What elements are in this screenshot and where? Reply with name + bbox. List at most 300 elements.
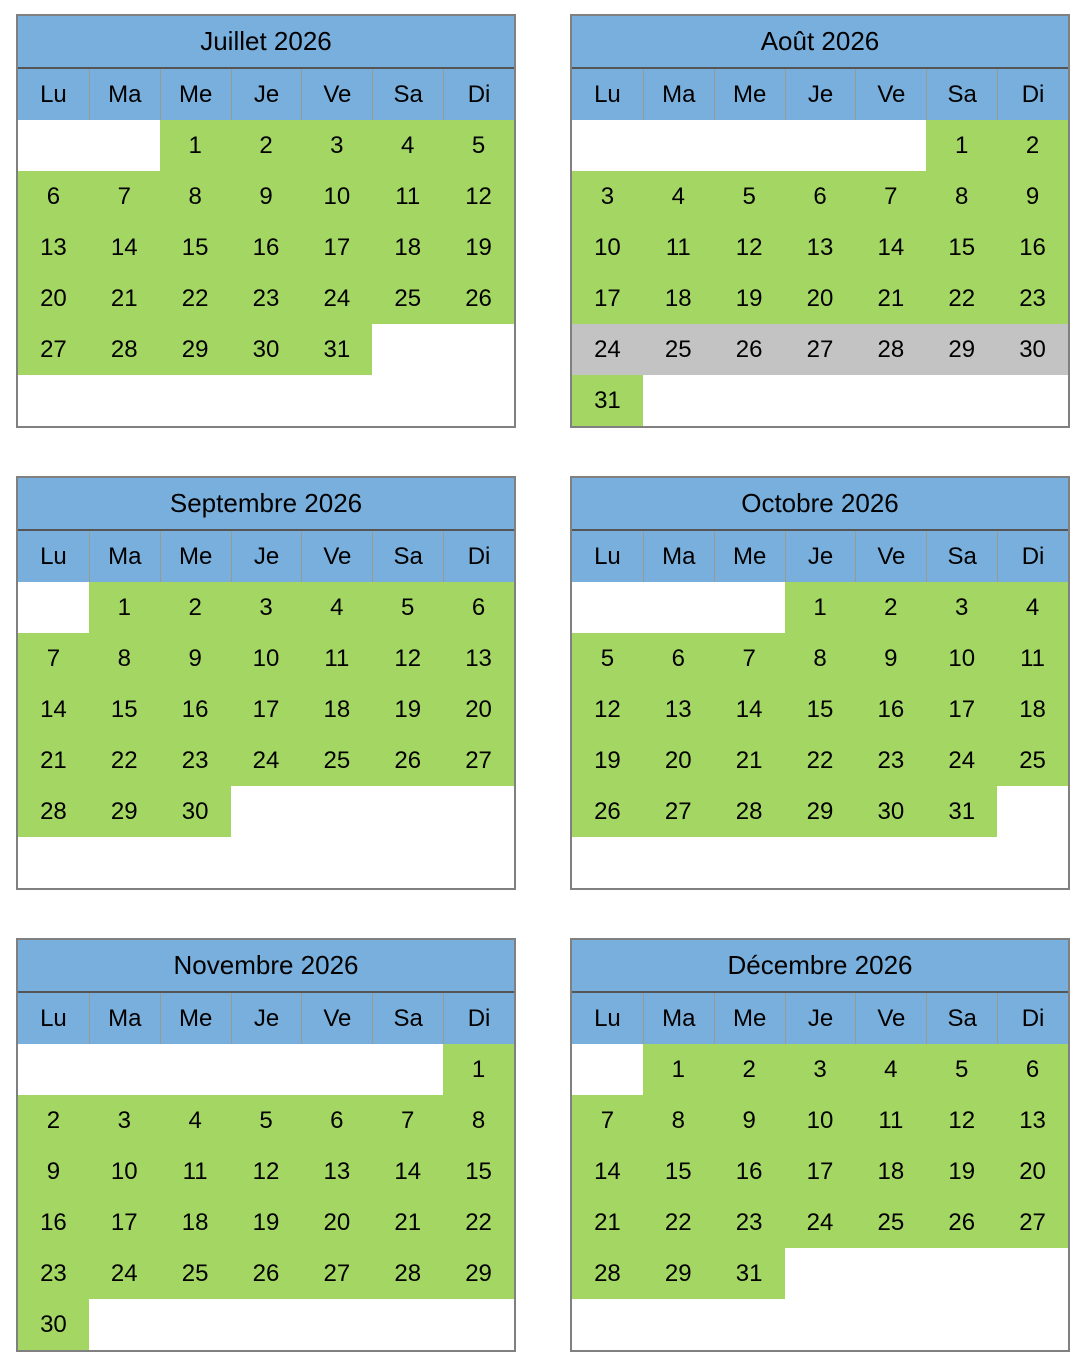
day-cell: 2 — [997, 120, 1068, 171]
day-cell: 27 — [643, 786, 714, 837]
day-cell: 11 — [160, 1146, 231, 1197]
day-cell: 19 — [572, 735, 643, 786]
week-row — [18, 1299, 514, 1350]
day-cell: 13 — [997, 1095, 1068, 1146]
empty-day-cell — [997, 837, 1068, 888]
day-cell: 31 — [301, 324, 372, 375]
day-cell: 19 — [714, 273, 785, 324]
month-calendar — [570, 938, 1070, 1352]
empty-day-cell — [926, 375, 997, 426]
day-cell: 25 — [160, 1248, 231, 1299]
weekday-label: Lu — [594, 1004, 621, 1032]
day-cell: 28 — [89, 324, 160, 375]
day-cell: 4 — [372, 120, 443, 171]
week-row — [18, 633, 514, 684]
empty-day-cell — [714, 1299, 785, 1350]
day-cell: 20 — [997, 1146, 1068, 1197]
day-cell: 20 — [301, 1197, 372, 1248]
weekday-label: Me — [160, 69, 231, 120]
empty-day-cell — [231, 1044, 302, 1095]
day-cell: 29 — [160, 324, 231, 375]
day-cell: 2 — [714, 1044, 785, 1095]
month-calendar — [16, 476, 516, 890]
day-cell: 23 — [855, 735, 926, 786]
day-cell: 7 — [572, 1095, 643, 1146]
weekday-label: Sa — [926, 993, 997, 1044]
week-row — [18, 120, 514, 171]
weekday-header-row — [18, 993, 514, 1044]
day-cell: 26 — [372, 735, 443, 786]
day-cell: 9 — [231, 171, 302, 222]
empty-day-cell — [89, 837, 160, 888]
empty-day-cell — [643, 582, 714, 633]
empty-day-cell — [372, 1299, 443, 1350]
month-title: Novembre 2026 — [18, 940, 514, 993]
day-cell: 23 — [160, 735, 231, 786]
empty-day-cell — [855, 837, 926, 888]
empty-day-cell — [714, 120, 785, 171]
day-cell: 20 — [643, 735, 714, 786]
week-row — [18, 375, 514, 426]
weekday-label: Je — [785, 69, 856, 120]
day-cell: 2 — [18, 1095, 89, 1146]
week-row — [18, 735, 514, 786]
day-cell: 14 — [372, 1146, 443, 1197]
weekday-header-row — [572, 993, 1068, 1044]
empty-day-cell — [926, 1248, 997, 1299]
week-row — [18, 1095, 514, 1146]
empty-day-cell — [301, 375, 372, 426]
day-cell: 29 — [643, 1248, 714, 1299]
empty-day-cell — [443, 324, 514, 375]
day-cell: 10 — [785, 1095, 856, 1146]
weekday-label: Lu — [594, 80, 621, 108]
day-cell: 8 — [89, 633, 160, 684]
day-cell: 6 — [443, 582, 514, 633]
day-cell: 31 — [926, 786, 997, 837]
day-cell: 17 — [301, 222, 372, 273]
empty-day-cell — [997, 1248, 1068, 1299]
weekday-label: Ve — [301, 531, 372, 582]
day-cell: 18 — [372, 222, 443, 273]
empty-day-cell — [18, 837, 89, 888]
day-cell: 28 — [372, 1248, 443, 1299]
empty-day-cell — [997, 786, 1068, 837]
day-cell: 7 — [89, 171, 160, 222]
day-cell: 19 — [231, 1197, 302, 1248]
day-cell: 15 — [443, 1146, 514, 1197]
day-cell: 30 — [18, 1299, 89, 1350]
day-cell: 26 — [231, 1248, 302, 1299]
day-cell: 29 — [926, 324, 997, 375]
month-calendar — [16, 14, 516, 428]
day-cell: 18 — [643, 273, 714, 324]
day-cell: 4 — [643, 171, 714, 222]
weekday-label: Lu — [40, 1004, 67, 1032]
day-cell: 30 — [855, 786, 926, 837]
day-cell: 9 — [855, 633, 926, 684]
day-cell: 13 — [18, 222, 89, 273]
weekday-label: Sa — [372, 69, 443, 120]
day-cell: 20 — [443, 684, 514, 735]
week-row — [572, 684, 1068, 735]
day-cell: 28 — [18, 786, 89, 837]
empty-day-cell — [231, 1299, 302, 1350]
weekday-label: Sa — [926, 531, 997, 582]
month-title: Août 2026 — [572, 16, 1068, 69]
day-cell: 7 — [714, 633, 785, 684]
day-cell: 27 — [997, 1197, 1068, 1248]
week-row — [572, 837, 1068, 888]
empty-day-cell — [231, 375, 302, 426]
week-row — [18, 171, 514, 222]
empty-day-cell — [372, 324, 443, 375]
day-cell: 1 — [89, 582, 160, 633]
empty-day-cell — [372, 1044, 443, 1095]
weekday-label: Je — [231, 69, 302, 120]
week-row — [572, 735, 1068, 786]
day-cell: 31 — [572, 375, 643, 426]
day-cell: 16 — [231, 222, 302, 273]
day-cell: 1 — [443, 1044, 514, 1095]
weekday-header-row — [18, 531, 514, 582]
empty-day-cell — [372, 375, 443, 426]
empty-day-cell — [785, 120, 856, 171]
empty-day-cell — [372, 837, 443, 888]
day-cell: 10 — [89, 1146, 160, 1197]
weekday-label: Je — [785, 531, 856, 582]
day-cell: 8 — [785, 633, 856, 684]
weekday-label: Di — [997, 69, 1068, 120]
day-cell: 23 — [18, 1248, 89, 1299]
weekday-label: Lu — [40, 80, 67, 108]
empty-day-cell — [443, 837, 514, 888]
day-cell: 1 — [926, 120, 997, 171]
day-cell: 25 — [372, 273, 443, 324]
weekday-label: Lu — [594, 542, 621, 570]
week-row — [572, 786, 1068, 837]
day-cell: 1 — [785, 582, 856, 633]
empty-day-cell — [997, 1299, 1068, 1350]
empty-day-cell — [301, 837, 372, 888]
day-cell: 21 — [572, 1197, 643, 1248]
day-cell: 4 — [160, 1095, 231, 1146]
weekday-label: Ma — [89, 531, 160, 582]
day-cell: 23 — [997, 273, 1068, 324]
empty-day-cell — [160, 837, 231, 888]
empty-day-cell — [18, 582, 89, 633]
weekday-label: Ma — [89, 69, 160, 120]
day-cell: 26 — [714, 324, 785, 375]
month-title: Juillet 2026 — [18, 16, 514, 69]
weekday-label: Ma — [643, 69, 714, 120]
day-cell: 22 — [89, 735, 160, 786]
weekday-label: Me — [714, 69, 785, 120]
empty-day-cell — [643, 120, 714, 171]
week-row — [18, 324, 514, 375]
day-cell: 6 — [301, 1095, 372, 1146]
day-cell: 3 — [926, 582, 997, 633]
month-calendar — [570, 476, 1070, 890]
day-cell: 25 — [643, 324, 714, 375]
day-cell: 8 — [643, 1095, 714, 1146]
empty-day-cell — [785, 375, 856, 426]
day-cell: 27 — [18, 324, 89, 375]
day-cell: 16 — [997, 222, 1068, 273]
weekday-label: Di — [443, 531, 514, 582]
day-cell: 29 — [443, 1248, 514, 1299]
day-cell: 4 — [301, 582, 372, 633]
day-cell: 14 — [18, 684, 89, 735]
day-cell: 22 — [643, 1197, 714, 1248]
day-cell: 12 — [714, 222, 785, 273]
day-cell: 5 — [372, 582, 443, 633]
day-cell: 11 — [301, 633, 372, 684]
day-cell: 15 — [89, 684, 160, 735]
day-cell: 15 — [160, 222, 231, 273]
day-cell: 9 — [160, 633, 231, 684]
weekday-label: Je — [785, 993, 856, 1044]
empty-day-cell — [89, 1299, 160, 1350]
weekday-label: Me — [714, 993, 785, 1044]
day-cell: 25 — [855, 1197, 926, 1248]
day-cell: 2 — [855, 582, 926, 633]
day-cell: 6 — [643, 633, 714, 684]
day-cell: 8 — [160, 171, 231, 222]
week-row — [572, 1146, 1068, 1197]
week-row — [18, 1146, 514, 1197]
day-cell: 3 — [231, 582, 302, 633]
empty-day-cell — [89, 120, 160, 171]
week-row — [572, 633, 1068, 684]
empty-day-cell — [572, 837, 643, 888]
empty-day-cell — [643, 1299, 714, 1350]
day-cell: 8 — [926, 171, 997, 222]
day-cell: 22 — [785, 735, 856, 786]
day-cell: 18 — [855, 1146, 926, 1197]
week-row — [572, 324, 1068, 375]
day-cell: 31 — [714, 1248, 785, 1299]
day-cell: 17 — [572, 273, 643, 324]
weekday-label: Me — [160, 531, 231, 582]
day-cell: 23 — [714, 1197, 785, 1248]
day-cell: 6 — [785, 171, 856, 222]
day-cell: 11 — [855, 1095, 926, 1146]
empty-day-cell — [785, 1299, 856, 1350]
day-cell: 7 — [18, 633, 89, 684]
day-cell: 24 — [572, 324, 643, 375]
day-cell: 20 — [18, 273, 89, 324]
empty-day-cell — [572, 120, 643, 171]
day-cell: 7 — [372, 1095, 443, 1146]
day-cell: 20 — [785, 273, 856, 324]
week-row — [18, 684, 514, 735]
month-calendar — [16, 938, 516, 1352]
day-cell: 5 — [443, 120, 514, 171]
empty-day-cell — [855, 375, 926, 426]
week-row — [572, 1248, 1068, 1299]
week-row — [572, 273, 1068, 324]
day-cell: 21 — [372, 1197, 443, 1248]
day-cell: 28 — [855, 324, 926, 375]
day-cell: 4 — [855, 1044, 926, 1095]
day-cell: 28 — [714, 786, 785, 837]
empty-day-cell — [572, 582, 643, 633]
weekday-label: Je — [231, 993, 302, 1044]
day-cell: 13 — [643, 684, 714, 735]
weekday-label: Di — [443, 993, 514, 1044]
day-cell: 3 — [785, 1044, 856, 1095]
day-cell: 27 — [785, 324, 856, 375]
day-cell: 27 — [443, 735, 514, 786]
day-cell: 13 — [301, 1146, 372, 1197]
day-cell: 12 — [572, 684, 643, 735]
weekday-label: Lu — [40, 542, 67, 570]
week-row — [572, 1095, 1068, 1146]
week-row — [18, 222, 514, 273]
day-cell: 30 — [997, 324, 1068, 375]
empty-day-cell — [18, 1044, 89, 1095]
empty-day-cell — [160, 1044, 231, 1095]
day-cell: 10 — [301, 171, 372, 222]
day-cell: 15 — [785, 684, 856, 735]
day-cell: 9 — [714, 1095, 785, 1146]
week-row — [18, 582, 514, 633]
day-cell: 21 — [855, 273, 926, 324]
weekday-label: Di — [997, 531, 1068, 582]
empty-day-cell — [443, 1299, 514, 1350]
day-cell: 6 — [997, 1044, 1068, 1095]
month-calendar — [570, 14, 1070, 428]
day-cell: 18 — [301, 684, 372, 735]
day-cell: 14 — [714, 684, 785, 735]
day-cell: 19 — [443, 222, 514, 273]
day-cell: 18 — [160, 1197, 231, 1248]
empty-day-cell — [89, 1044, 160, 1095]
day-cell: 17 — [89, 1197, 160, 1248]
empty-day-cell — [714, 582, 785, 633]
day-cell: 1 — [643, 1044, 714, 1095]
day-cell: 16 — [160, 684, 231, 735]
day-cell: 19 — [372, 684, 443, 735]
day-cell: 2 — [160, 582, 231, 633]
empty-day-cell — [443, 786, 514, 837]
day-cell: 26 — [443, 273, 514, 324]
day-cell: 29 — [785, 786, 856, 837]
empty-day-cell — [572, 1044, 643, 1095]
day-cell: 5 — [231, 1095, 302, 1146]
day-cell: 16 — [855, 684, 926, 735]
empty-day-cell — [18, 120, 89, 171]
day-cell: 17 — [926, 684, 997, 735]
empty-day-cell — [89, 375, 160, 426]
empty-day-cell — [926, 1299, 997, 1350]
weekday-label: Di — [997, 993, 1068, 1044]
day-cell: 3 — [572, 171, 643, 222]
week-row — [18, 1248, 514, 1299]
empty-day-cell — [160, 375, 231, 426]
week-row — [572, 120, 1068, 171]
day-cell: 27 — [301, 1248, 372, 1299]
day-cell: 12 — [231, 1146, 302, 1197]
empty-day-cell — [855, 120, 926, 171]
weekday-label: Ve — [855, 993, 926, 1044]
weekday-label: Ma — [643, 531, 714, 582]
weekday-label: Ve — [855, 531, 926, 582]
day-cell: 15 — [926, 222, 997, 273]
weekday-header-row — [572, 531, 1068, 582]
day-cell: 1 — [160, 120, 231, 171]
day-cell: 22 — [926, 273, 997, 324]
empty-day-cell — [18, 375, 89, 426]
week-row — [572, 582, 1068, 633]
day-cell: 11 — [643, 222, 714, 273]
day-cell: 5 — [926, 1044, 997, 1095]
empty-day-cell — [301, 1044, 372, 1095]
week-row — [18, 1197, 514, 1248]
day-cell: 5 — [572, 633, 643, 684]
weekday-label: Ve — [301, 993, 372, 1044]
day-cell: 16 — [714, 1146, 785, 1197]
weekday-label: Ve — [301, 69, 372, 120]
day-cell: 24 — [926, 735, 997, 786]
week-row — [18, 837, 514, 888]
day-cell: 26 — [572, 786, 643, 837]
day-cell: 2 — [231, 120, 302, 171]
day-cell: 25 — [997, 735, 1068, 786]
day-cell: 12 — [443, 171, 514, 222]
day-cell: 6 — [18, 171, 89, 222]
day-cell: 15 — [643, 1146, 714, 1197]
empty-day-cell — [785, 837, 856, 888]
empty-day-cell — [855, 1248, 926, 1299]
week-row — [572, 1044, 1068, 1095]
day-cell: 3 — [301, 120, 372, 171]
day-cell: 10 — [231, 633, 302, 684]
week-row — [572, 1197, 1068, 1248]
day-cell: 25 — [301, 735, 372, 786]
day-cell: 13 — [785, 222, 856, 273]
empty-day-cell — [372, 786, 443, 837]
day-cell: 13 — [443, 633, 514, 684]
day-cell: 30 — [160, 786, 231, 837]
day-cell: 11 — [372, 171, 443, 222]
month-title: Octobre 2026 — [572, 478, 1068, 531]
empty-day-cell — [160, 1299, 231, 1350]
day-cell: 30 — [231, 324, 302, 375]
day-cell: 24 — [89, 1248, 160, 1299]
day-cell: 12 — [372, 633, 443, 684]
week-row — [18, 1044, 514, 1095]
day-cell: 18 — [997, 684, 1068, 735]
day-cell: 21 — [18, 735, 89, 786]
weekday-label: Ve — [855, 69, 926, 120]
week-row — [572, 375, 1068, 426]
week-row — [18, 273, 514, 324]
day-cell: 14 — [572, 1146, 643, 1197]
weekday-label: Sa — [926, 69, 997, 120]
empty-day-cell — [643, 375, 714, 426]
day-cell: 17 — [231, 684, 302, 735]
empty-day-cell — [572, 1299, 643, 1350]
day-cell: 26 — [926, 1197, 997, 1248]
empty-day-cell — [443, 375, 514, 426]
empty-day-cell — [301, 786, 372, 837]
day-cell: 17 — [785, 1146, 856, 1197]
day-cell: 8 — [443, 1095, 514, 1146]
day-cell: 7 — [855, 171, 926, 222]
empty-day-cell — [643, 837, 714, 888]
